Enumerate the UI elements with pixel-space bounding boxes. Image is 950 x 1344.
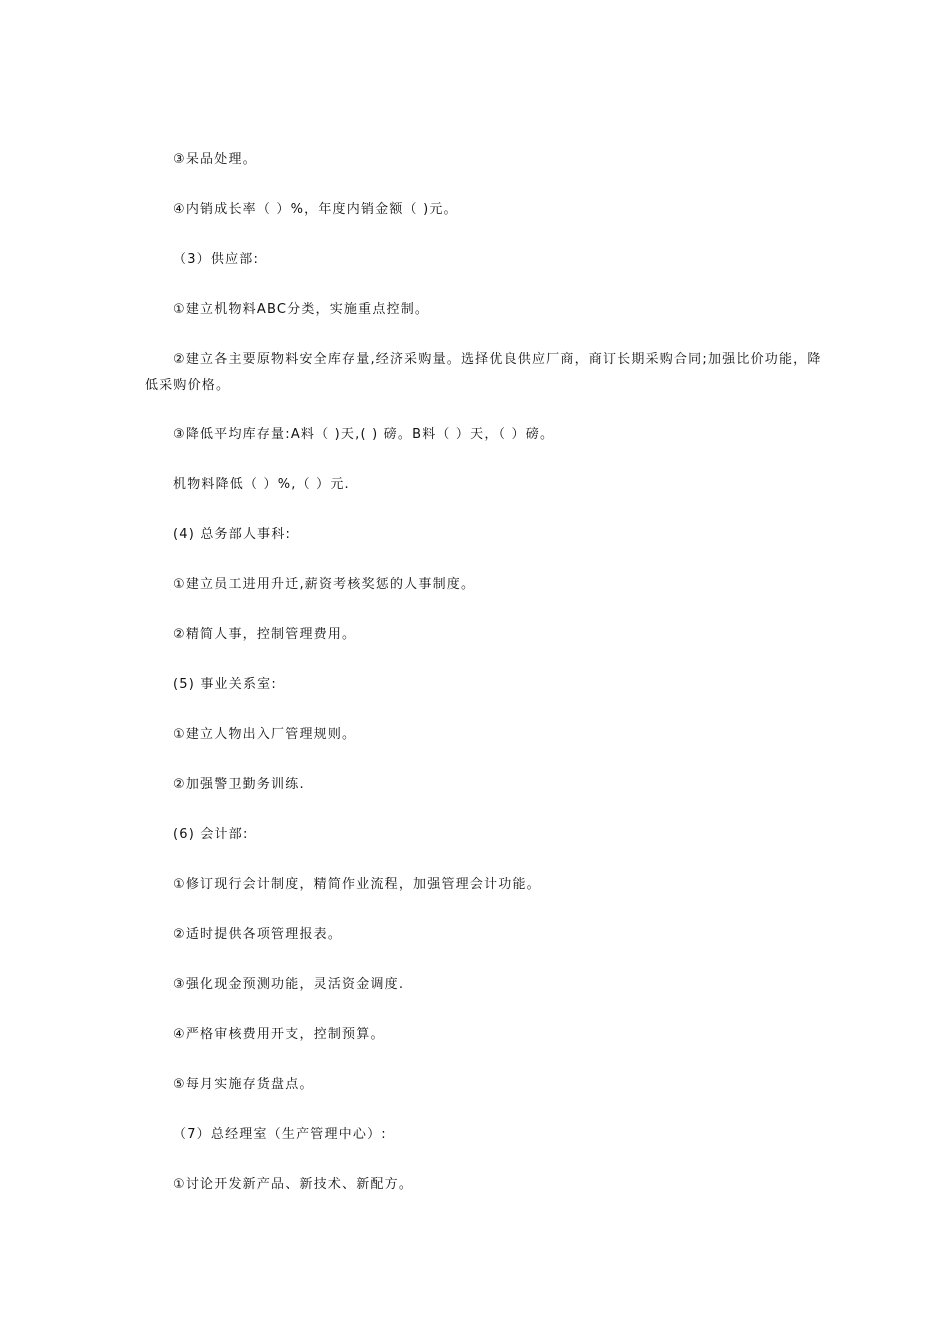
paragraph-personnel-system: ①建立员工进用升迁,薪资考核奖惩的人事制度。 xyxy=(173,577,476,592)
paragraph-domestic-sales: ④内销成长率（ ）%，年度内销金额（ )元。 xyxy=(173,202,458,217)
paragraph-abc-classification: ①建立机物料ABC分类，实施重点控制。 xyxy=(173,302,430,317)
paragraph-average-inventory: ③降低平均库存量:A料（ )天,( ) 磅。B料（ ）天，（ ）磅。 xyxy=(173,427,555,442)
section-heading-accounting: (6) 会计部: xyxy=(173,827,249,842)
paragraph-defective-goods: ③呆品处理。 xyxy=(173,152,257,167)
paragraph-expense-review: ④严格审核费用开支，控制预算。 xyxy=(173,1027,385,1042)
paragraph-guard-training: ②加强警卫勤务训练. xyxy=(173,777,305,792)
paragraph-inventory-count: ⑤每月实施存货盘点。 xyxy=(173,1077,314,1092)
paragraph-new-products: ①讨论开发新产品、新技术、新配方。 xyxy=(173,1177,414,1192)
section-heading-business-relations: (5) 事业关系室: xyxy=(173,677,277,692)
paragraph-management-reports: ②适时提供各项管理报表。 xyxy=(173,927,343,942)
paragraph-cash-forecast: ③强化现金预测功能，灵活资金调度. xyxy=(173,977,405,992)
paragraph-accounting-system: ①修订现行会计制度，精简作业流程，加强管理会计功能。 xyxy=(173,877,541,892)
paragraph-entry-rules: ①建立人物出入厂管理规则。 xyxy=(173,727,357,742)
section-heading-general-affairs: (4) 总务部人事科: xyxy=(173,527,292,542)
paragraph-materials-reduction: 机物料降低（ ）%,（ ）元. xyxy=(173,477,350,492)
paragraph-streamline-personnel: ②精简人事，控制管理费用。 xyxy=(173,627,357,642)
section-heading-supply: （3）供应部: xyxy=(173,252,260,267)
section-heading-general-manager: （7）总经理室（生产管理中心）: xyxy=(173,1127,387,1142)
paragraph-safety-stock: ②建立各主要原物料安全库存量,经济采购量。选择优良供应厂商，商订长期采购合同;加强比价功能，降低采购价格。 xyxy=(145,352,822,393)
